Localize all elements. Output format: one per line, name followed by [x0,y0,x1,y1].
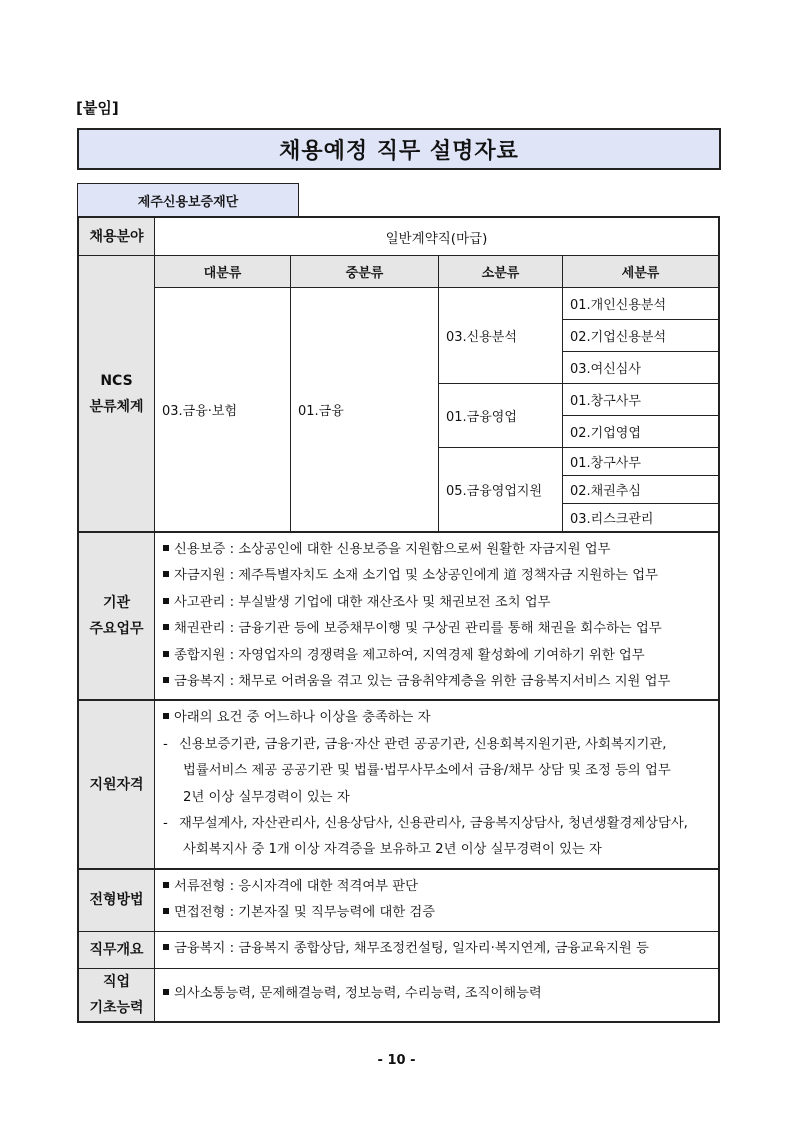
duty-item: 자금지원 : 제주특별자치도 소재 소기업 및 소상공인에게 道 정책자금 지원하는 업무 [163,563,710,589]
selection-row [78,869,719,931]
attachment-label: [붙임] [76,99,119,117]
duty-item: 신용보증 : 소상공인에 대한 신용보증을 지원함으로써 원활한 자금지원 업무 [163,537,710,563]
square-bullet-icon [163,571,169,577]
duty-item: 종합지원 : 자영업자의 경쟁력을 제고하여, 지역경제 활성화에 기여하기 위한 업무 [163,643,710,669]
square-bullet-icon [163,882,169,888]
square-bullet-icon [163,651,169,657]
qualification-item-cont: 법률서비스 제공 공공기관 및 법률·법무사무소에서 금융/채무 상담 및 조정 등의 업무 [183,763,671,779]
ncs-detail-value: 02.기업신용분석 [563,320,720,352]
duty-item: 사고관리 : 부실발생 기업에 대한 재산조사 및 채권보전 조치 업무 [163,590,710,616]
ncs-header-row [78,256,719,288]
ncs-detail-value: 01.창구사무 [563,448,720,476]
organization-tab: 제주신용보증재단 [77,183,299,216]
basic-skills-label-line2: 기초능력 [89,999,144,1016]
basic-skills-list [155,968,720,1022]
qualifications-label: 지원자격 [78,700,155,868]
ncs-label [78,256,155,533]
square-bullet-icon [163,908,169,914]
basic-skills-row [78,968,719,1022]
main-duties-label-line2: 주요업무 [89,621,144,638]
square-bullet-icon [163,713,169,719]
selection-item: 면접전형 : 기본자질 및 직무능력에 대한 검증 [163,900,710,926]
col-minor: 소분류 [439,256,563,288]
ncs-detail-value: 02.기업영엽 [563,416,720,448]
job-summary-row [78,931,719,968]
ncs-minor-value: 03.신용분석 [439,288,563,384]
square-bullet-icon [163,677,169,683]
main-duties-label [78,532,155,700]
job-summary-list [155,931,720,968]
qualification-item: - 신용보증기관, 금융기관, 금융·자산 관련 공공기관, 신용회복지원기관, 사회복지기관, [163,732,710,758]
ncs-label-line2: 분류체계 [89,398,144,415]
qualification-item-cont: 2년 이상 실무경력이 있는 자 [183,789,350,805]
basic-skills-label [78,968,155,1022]
ncs-row [78,288,719,320]
main-duties-label-line1: 기관 [102,595,131,612]
qualification-intro: 아래의 요건 중 어느하나 이상을 충족하는 자 [163,705,710,731]
main-duties-list [155,532,720,700]
ncs-detail-value: 01.개인신용분석 [563,288,720,320]
employment-field-value: 일반계약직(마급) [155,217,720,256]
square-bullet-icon [163,989,169,995]
selection-item: 서류전형 : 응시자격에 대한 적격여부 판단 [163,874,710,900]
qualifications-row [78,700,719,868]
duty-item: 채권관리 : 금융기관 등에 보증채무이행 및 구상권 관리를 통해 채권을 회수하는 업무 [163,616,710,642]
dash-bullet: - [163,736,168,752]
selection-list [155,869,720,931]
square-bullet-icon [163,545,169,551]
ncs-minor-value: 05.금융영업지원 [439,448,563,533]
dash-bullet: - [163,816,168,832]
col-major: 대분류 [155,256,291,288]
col-middle: 중분류 [291,256,439,288]
ncs-middle-value: 01.금융 [291,288,439,533]
square-bullet-icon [163,624,169,630]
job-summary-item: 금융복지 : 금융복지 종합상담, 채무조정컨설팅, 일자리·복지연계, 금융교육지원 등 [163,936,710,962]
page-number: - 10 - [377,1053,416,1068]
employment-field-label: 채용분야 [78,217,155,256]
qualification-item-cont: 사회복지사 중 1개 이상 자격증을 보유하고 2년 이상 실무경력이 있는 자 [183,842,602,858]
qualification-item: - 재무설계사, 자산관리사, 신용상담사, 신용관리사, 금융복지상담사, 청년생활경제상담사, [163,811,710,837]
page-title: 채용예정 직무 설명자료 [77,128,721,170]
job-description-table [77,216,720,1023]
square-bullet-icon [163,598,169,604]
job-summary-label: 직무개요 [78,931,155,968]
ncs-label-line1: NCS [100,372,133,389]
square-bullet-icon [163,944,169,950]
ncs-minor-value: 01.금융영업 [439,384,563,448]
ncs-detail-value: 03.여신심사 [563,352,720,384]
selection-label: 전형방법 [78,869,155,931]
ncs-detail-value: 02.채권추심 [563,476,720,504]
ncs-detail-value: 01.창구사무 [563,384,720,416]
qualifications-list [155,700,720,868]
main-duties-row [78,532,719,700]
employment-field-row [78,217,719,256]
ncs-major-value: 03.금융·보험 [155,288,291,533]
basic-skills-item: 의사소통능력, 문제해결능력, 정보능력, 수리능력, 조직이해능력 [163,981,710,1007]
col-detail: 세분류 [563,256,720,288]
duty-item: 금융복지 : 채무로 어려움을 겪고 있는 금융취약계층을 위한 금융복지서비스 지원 업무 [163,669,710,695]
basic-skills-label-line1: 직업 [102,973,131,990]
ncs-detail-value: 03.리스크관리 [563,504,720,533]
